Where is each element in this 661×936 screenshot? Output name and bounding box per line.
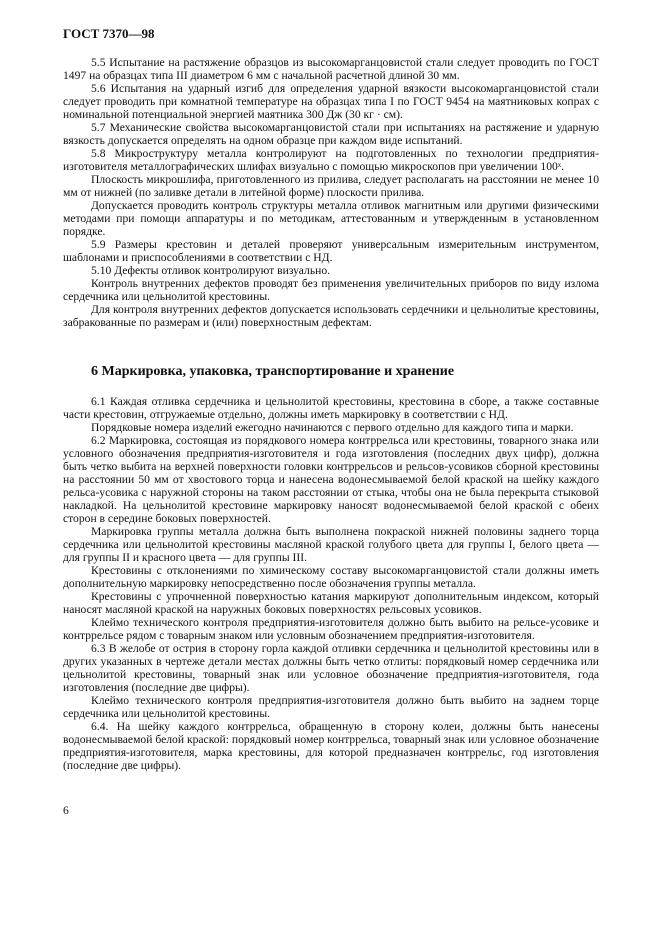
section-5-body bbox=[63, 56, 599, 329]
paragraph-6-3: 6.3 В желобе от острия в сторону горла каждой отливки сердечника и цельнолитой крестовины или в других указанных в чертеже детали местах должны быть четко отлиты: порядковый номер сердечника или цельнолитой крестовины, товарный знак или условное обозначение предприятия-изготовителя, года изготовления (последние две цифры). bbox=[63, 642, 599, 694]
paragraph-5-6: 5.6 Испытания на ударный изгиб для определения ударной вязкости высокомарганцовистой стали следует проводить при комнатной температуре на образцах типа I по ГОСТ 9454 на маятниковых копрах с номинальной потенциальной энергией маятника 300 Дж (30 кг · см). bbox=[63, 82, 599, 121]
paragraph-6-4: 6.4. На шейку каждого контррельса, обращенную в сторону колеи, должны быть нанесены водонесмываемой белой краской: порядковый номер контррельса, товарный знак или условное обозначение предприятия-изготовителя, марка крестовины, для которой предназначен контррельс, год изготовления (последние две цифры). bbox=[63, 720, 599, 772]
paragraph: Клеймо технического контроля предприятия-изготовителя должно быть выбито на рельсе-усовике и контррельсе рядом с товарным знаком или условным обозначением предприятия-изготовителя. bbox=[63, 616, 599, 642]
document-code-header: ГОСТ 7370—98 bbox=[63, 26, 155, 41]
paragraph-5-9: 5.9 Размеры крестовин и деталей проверяют универсальным измерительным инструментом, шаблонами и приспособлениями в соответствии с НД. bbox=[63, 238, 599, 264]
paragraph: Для контроля внутренних дефектов допускается использовать сердечники и цельнолитые крестовины, забракованные по размерам и (или) поверхностным дефектам. bbox=[63, 303, 599, 329]
paragraph: Плоскость микрошлифа, приготовленного из прилива, следует располагать на расстоянии не менее 10 мм от нижней (по заливке детали в литейной форме) плоскости прилива. bbox=[63, 173, 599, 199]
paragraph: Клеймо технического контроля предприятия-изготовителя должно быть выбито на заднем торце сердечника или цельнолитой крестовины. bbox=[63, 694, 599, 720]
section-6-heading: 6 Маркировка, упаковка, транспортирование и хранение bbox=[91, 364, 455, 379]
paragraph-6-1: 6.1 Каждая отливка сердечника и цельнолитой крестовины, крестовина в сборе, а также составные части крестовин, отгружаемые отдельно, должны иметь маркировку в соответствии с НД. bbox=[63, 395, 599, 421]
paragraph-5-10: 5.10 Дефекты отливок контролируют визуально. bbox=[91, 264, 331, 277]
paragraph: Крестовины с отклонениями по химическому составу высокомарганцовистой стали должны иметь дополнительную маркировку непосредственно после обозначения группы металла. bbox=[63, 564, 599, 590]
paragraph-5-7: 5.7 Механические свойства высокомарганцовистой стали при испытаниях на растяжение и ударную вязкость допускается определять на одном образце при каждом виде испытаний. bbox=[63, 121, 599, 147]
paragraph: Крестовины с упрочненной поверхностью катания маркируют дополнительным индексом, который наносят масляной краской на наружных боковых поверхностях рельсовых усовиков. bbox=[63, 590, 599, 616]
paragraph: Порядковые номера изделий ежегодно начинаются с первого отдельно для каждого типа и марки. bbox=[91, 421, 574, 434]
section-6-body bbox=[63, 395, 599, 772]
paragraph: Контроль внутренних дефектов проводят без применения увеличительных приборов по виду излома сердечника или цельнолитой крестовины. bbox=[63, 277, 599, 303]
paragraph-5-5: 5.5 Испытание на растяжение образцов из высокомарганцовистой стали следует проводить по ГОСТ 1497 на образцах типа III диаметром 6 мм с начальной расчетной длиной 30 мм. bbox=[63, 56, 599, 82]
paragraph-6-2: 6.2 Маркировка, состоящая из порядкового номера контррельса или крестовины, товарного знака или условного обозначения предприятия-изготовителя и года изготовления (последних двух цифр), должна быть четко выбита на верхней поверхности головки контррельсов и рельсов-усовиков сборной крестовины на расстоянии 50 мм от хвостового торца и нанесена водонесмываемой белой краской на шейку каждого рельса-усовика с наружной стороны на таком расстоянии от стыка, чтобы она не была перекрыта стыковой накладкой. На цельнолитой крестовине маркировку наносят водонесмываемой белой краской с обеих сторон в середине боковых поверхностей. bbox=[63, 434, 599, 525]
paragraph: Допускается проводить контроль структуры металла отливок магнитным или другими физическими методами при помощи аппаратуры и по методикам, аттестованным и утвержденным в установленном порядке. bbox=[63, 199, 599, 238]
paragraph-5-8: 5.8 Микроструктуру металла контролируют на подготовленных по технологии предприятия-изготовителя металлографических шлифах визуально с помощью микроскопов при увеличении 100ˣ. bbox=[63, 147, 599, 173]
paragraph: Маркировка группы металла должна быть выполнена покраской нижней половины заднего торца сердечника или цельнолитой крестовины масляной краской голубого цвета для группы I, белого цвета — для группы II и красного цвета — для группы III. bbox=[63, 525, 599, 564]
page-number: 6 bbox=[63, 804, 69, 817]
